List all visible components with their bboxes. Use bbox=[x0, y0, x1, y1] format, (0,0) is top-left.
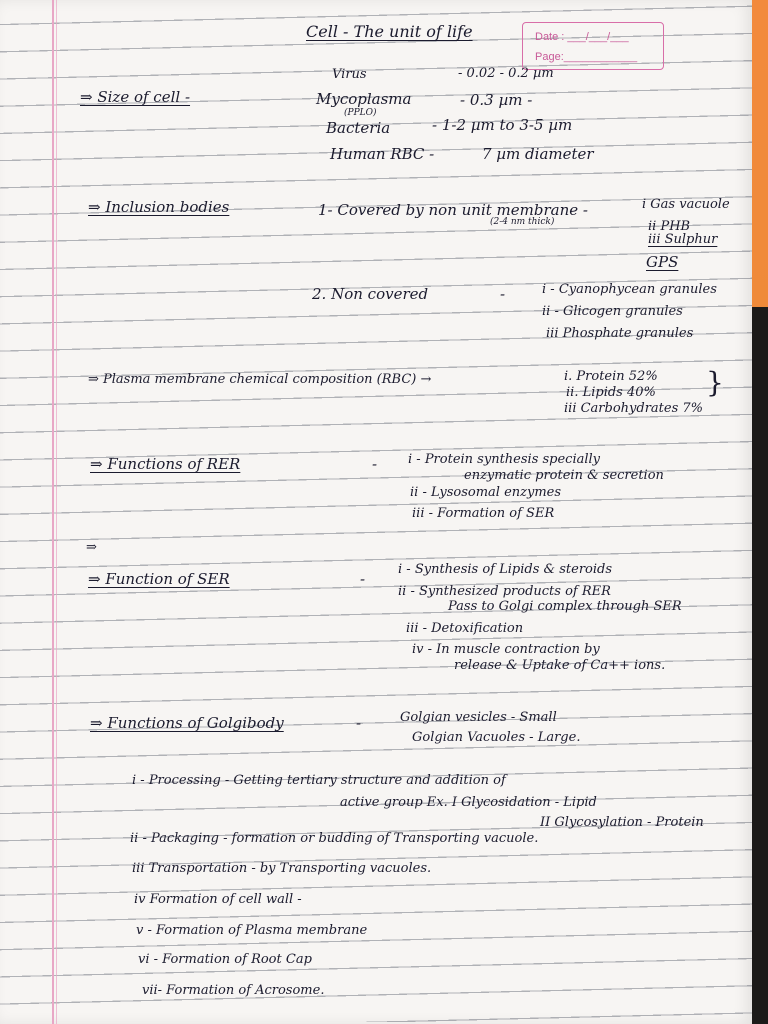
margin-line-secondary bbox=[56, 0, 57, 1024]
size-row-value: - 0.02 - 0.2 µm bbox=[458, 66, 554, 81]
size-row-value: 7 µm diameter bbox=[482, 145, 594, 163]
page-title: Cell - The unit of life bbox=[306, 22, 473, 41]
size-row-name: Virus bbox=[332, 67, 367, 82]
covered-group: GPS bbox=[646, 253, 679, 271]
golgi-function: v - Formation of Plasma membrane bbox=[136, 923, 368, 938]
covered-note: (2-4 nm thick) bbox=[490, 217, 555, 227]
golgi-function: vii- Formation of Acrosome. bbox=[142, 983, 325, 998]
golgi-function: ii - Packaging - formation or budding of Transporting vacuole. bbox=[130, 831, 539, 846]
covered-label: 1- Covered by non unit membrane - bbox=[318, 201, 588, 219]
rer-item: enzymatic protein & secretion bbox=[464, 468, 664, 483]
ser-item: iv - In muscle contraction by bbox=[412, 642, 600, 657]
plasma-membrane-heading: ⇒ Plasma membrane chemical composition (RBC) → bbox=[88, 372, 432, 387]
golgi-function: iii Transportation - by Transporting vacuoles. bbox=[132, 861, 432, 876]
plasma-membrane-item: i. Protein 52% bbox=[564, 369, 658, 384]
date-page-stamp bbox=[522, 22, 664, 70]
non-covered-item: i - Cyanophycean granules bbox=[542, 282, 717, 297]
covered-item: iii Sulphur bbox=[648, 232, 718, 247]
rer-item: iii - Formation of SER bbox=[412, 506, 555, 521]
size-row-name: Human RBC - bbox=[330, 145, 435, 163]
page-label: Page:____________ bbox=[535, 51, 638, 63]
ser-item: i - Synthesis of Lipids & steroids bbox=[398, 562, 613, 577]
rer-heading: ⇒ Functions of RER bbox=[90, 455, 241, 473]
golgi-vacuoles: Golgian Vacuoles - Large. bbox=[412, 730, 581, 745]
plasma-membrane-item: ii. Lipids 40% bbox=[566, 385, 656, 400]
golgi-vesicles: Golgian vesicles - Small bbox=[400, 710, 557, 725]
stray-arrow: ⇒ bbox=[86, 540, 97, 555]
brace-mark: } bbox=[706, 366, 724, 399]
golgi-heading: ⇒ Functions of Golgibody bbox=[90, 714, 284, 732]
size-row-note: (PPLO) bbox=[344, 108, 377, 118]
ser-dash: - bbox=[360, 570, 366, 588]
golgi-function: II Glycosylation - Protein bbox=[540, 815, 704, 830]
rer-item: ii - Lysosomal enzymes bbox=[410, 485, 562, 500]
plasma-membrane-item: iii Carbohydrates 7% bbox=[564, 401, 704, 416]
size-row-name: Mycoplasma bbox=[316, 90, 412, 108]
non-covered-item: iii Phosphate granules bbox=[546, 326, 694, 341]
golgi-function: i - Processing - Getting tertiary structure and addition of bbox=[132, 773, 506, 788]
size-row-value: - 0.3 µm - bbox=[460, 91, 533, 109]
ser-item: release & Uptake of Ca++ ions. bbox=[454, 658, 666, 673]
covered-item: ii PHB bbox=[648, 219, 691, 234]
golgi-function: iv Formation of cell wall - bbox=[134, 892, 302, 907]
rer-dash: - bbox=[372, 455, 378, 473]
size-row-value: - 1-2 µm to 3-5 µm bbox=[432, 116, 573, 134]
rer-item: i - Protein synthesis specially bbox=[408, 452, 601, 467]
non-covered-label: 2. Non covered bbox=[312, 285, 429, 303]
ser-item: Pass to Golgi complex through SER bbox=[448, 599, 682, 614]
golgi-dash: - bbox=[356, 714, 362, 732]
golgi-function: active group Ex. I Glycosidation - Lipid bbox=[340, 795, 597, 810]
non-covered-item: ii - Glicogen granules bbox=[542, 304, 683, 319]
ser-item: ii - Synthesized products of RER bbox=[398, 584, 611, 599]
golgi-function: vi - Formation of Root Cap bbox=[138, 952, 312, 967]
date-label: Date : ___/___/___ bbox=[535, 31, 629, 43]
covered-item: i Gas vacuole bbox=[642, 197, 730, 212]
size-row-name: Bacteria bbox=[326, 119, 391, 137]
ser-item: iii - Detoxification bbox=[406, 621, 524, 636]
margin-line bbox=[52, 0, 54, 1024]
ser-heading: ⇒ Function of SER bbox=[88, 570, 230, 588]
inclusion-bodies-heading: ⇒ Inclusion bodies bbox=[88, 198, 230, 216]
non-covered-dash: - bbox=[500, 285, 506, 303]
size-of-cell-heading: ⇒ Size of cell - bbox=[80, 88, 191, 106]
